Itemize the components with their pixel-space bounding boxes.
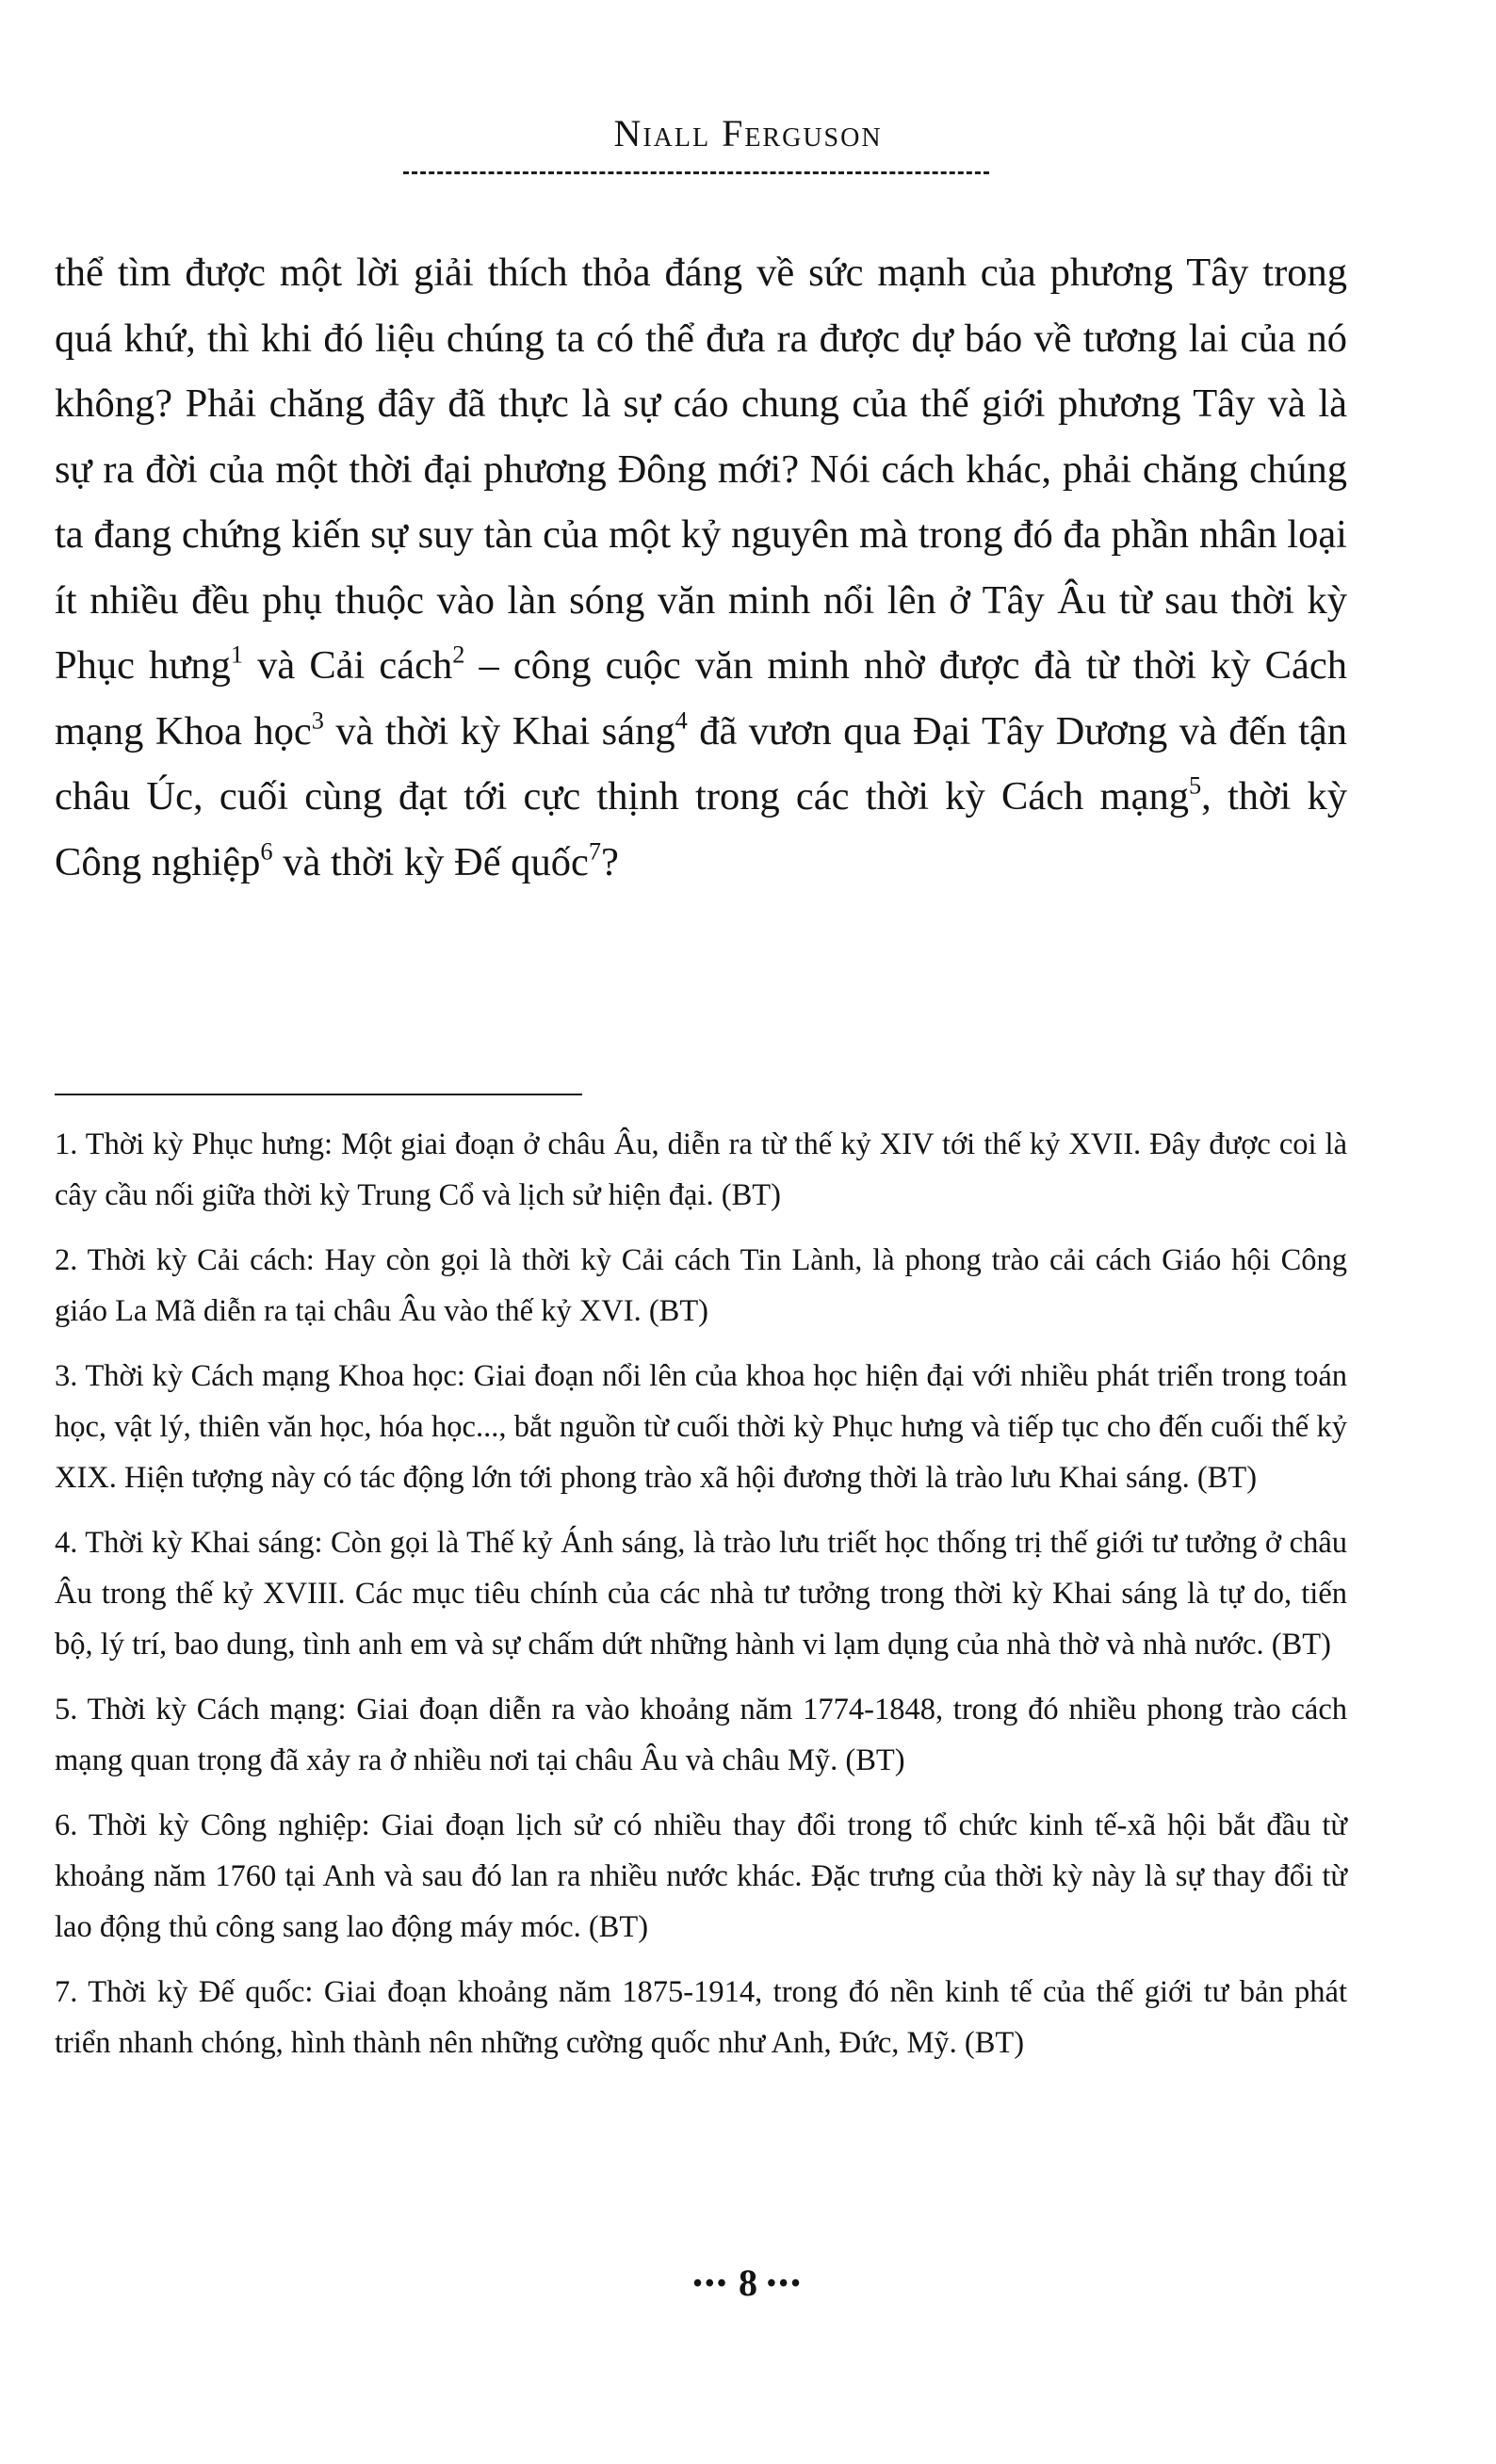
footnote-ref: 1 [230, 640, 244, 669]
footnote-2: 2. Thời kỳ Cải cách: Hay còn gọi là thời kỳ Cải cách Tin Lành, là phong trào cải cách Giáo hội Công giáo La Mã diễn ra tại châu Âu vào thế kỷ XVI. (BT) [55, 1243, 1347, 1328]
footnote-ref: 3 [311, 706, 324, 735]
page-number-footer [0, 2261, 1496, 2304]
running-header: Niall Ferguson [613, 112, 883, 154]
footnote-ref: 4 [675, 706, 688, 735]
body-text-segment: thể tìm được một lời giải thích thỏa đáng về sức mạnh của phương Tây trong quá khứ, thì khi đó liệu chúng ta có thể đưa ra được dự báo về tương lai của nó không? Phải chăng đây đã thực là sự cáo chung của thế giới phương Tây và là sự ra đời của một thời đại phương Đông mới? Nói cách khác, phải chăng chúng ta đang chứng kiến sự suy tàn của một kỷ nguyên mà trong đó đa phần nhân loại ít nhiều đều phụ thuộc vào làn sóng văn minh nổi lên ở Tây Âu từ sau thời kỳ Phục hưng [55, 251, 1347, 688]
footnote-6: 6. Thời kỳ Công nghiệp: Giai đoạn lịch sử có nhiều thay đổi trong tổ chức kinh tế-xã hội bắt đầu từ khoảng năm 1760 tại Anh và sau đó lan ra nhiều nước khác. Đặc trưng của thời kỳ này là sự thay đổi từ lao động thủ công sang lao động máy móc. (BT) [55, 1808, 1347, 1944]
body-text-segment: và thời kỳ Khai sáng [323, 708, 675, 754]
body-text-segment: ? [601, 839, 619, 884]
footnote-3: 3. Thời kỳ Cách mạng Khoa học: Giai đoạn nổi lên của khoa học hiện đại với nhiều phát triển trong toán học, vật lý, thiên văn học, hóa học..., bắt nguồn từ cuối thời kỳ Phục hưng và tiếp tục cho đến cuối thế kỷ XIX. Hiện tượng này có tác động lớn tới phong trào xã hội đương thời là trào lưu Khai sáng. (BT) [55, 1359, 1347, 1495]
body-paragraph [55, 240, 1347, 895]
body-text-segment: , thời kỳ Công nghiệp [55, 774, 1348, 884]
footnote-4: 4. Thời kỳ Khai sáng: Còn gọi là Thế kỷ Ánh sáng, là trào lưu triết học thống trị thế giới tư tưởng ở châu Âu trong thế kỷ XVIII. Các mục tiêu chính của các nhà tư tưởng trong thời kỳ Khai sáng là tự do, tiến bộ, lý trí, bao dung, tình anh em và sự chấm dứt những hành vi lạm dụng của nhà thờ và nhà nước. (BT) [55, 1526, 1347, 1662]
footnote-separator [55, 1094, 582, 1095]
page-number: 8 [739, 2261, 757, 2304]
body-text-segment: và thời kỳ Đế quốc [272, 839, 589, 884]
footnote-ref: 2 [452, 640, 465, 669]
body-text-segment: – công cuộc văn minh nhờ được đà từ thời kỳ Cách mạng Khoa học [55, 643, 1347, 754]
footnote-5: 5. Thời kỳ Cách mạng: Giai đoạn diễn ra vào khoảng năm 1774-1848, trong đó nhiều phong trào cách mạng quan trọng đã xảy ra ở nhiều nơi tại châu Âu và châu Mỹ. (BT) [55, 1693, 1347, 1777]
ornament-dots-right: ••• [767, 2269, 804, 2298]
header-dashed-rule [403, 171, 989, 174]
footnote-7: 7. Thời kỳ Đế quốc: Giai đoạn khoảng năm 1875-1914, trong đó nền kinh tế của thế giới tư bản phát triển nhanh chóng, hình thành nên những cường quốc như Anh, Đức, Mỹ. (BT) [55, 1975, 1347, 2060]
body-text-segment: và Cải cách [243, 643, 453, 688]
ornament-dots-left: ••• [692, 2269, 729, 2298]
footnotes-section [55, 1119, 1347, 2083]
footnote-ref: 5 [1188, 771, 1202, 800]
body-text-segment: đã vươn qua Đại Tây Dương và đến tận châu Úc, cuối cùng đạt tới cực thịnh trong các thời kỳ Cách mạng [55, 708, 1347, 819]
footnote-1: 1. Thời kỳ Phục hưng: Một giai đoạn ở châu Âu, diễn ra từ thế kỷ XIV tới thế kỷ XVII. Đây được coi là cây cầu nối giữa thời kỳ Trung Cổ và lịch sử hiện đại. (BT) [55, 1127, 1347, 1212]
footnote-ref: 6 [260, 837, 273, 866]
footnote-ref: 7 [588, 837, 601, 866]
